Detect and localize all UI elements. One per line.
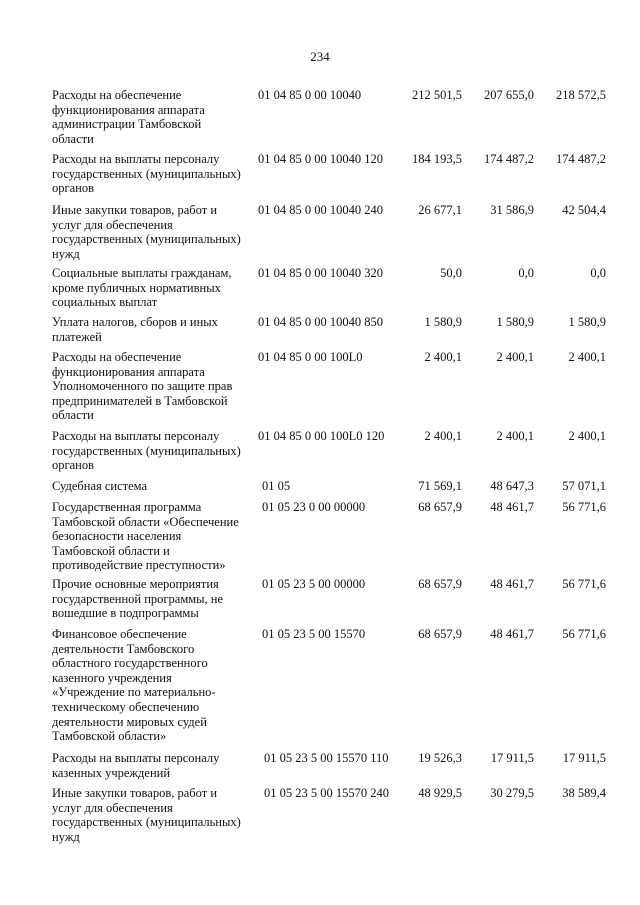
amount-v2: 48 461,7	[490, 577, 534, 591]
description-line: органов	[52, 458, 95, 473]
description-line: социальных выплат	[52, 295, 158, 310]
description-line: государственных (муниципальных)	[52, 443, 241, 458]
description-line: Финансовое обеспечение	[52, 627, 187, 641]
description-line: платежей	[52, 329, 102, 344]
description-line: вошедшие в подпрограммы	[52, 606, 199, 621]
row-description	[52, 266, 260, 310]
amount-v3: 57 071,1	[562, 479, 606, 493]
description-line: областного государственного	[52, 656, 208, 671]
amount-v3: 42 504,4	[562, 203, 606, 217]
description-line: государственной программы, не	[52, 591, 224, 606]
description-line: техническому обеспечению	[52, 699, 200, 714]
description-line: Тамбовской области и	[52, 543, 170, 558]
amount-v1: 68 657,9	[418, 500, 462, 514]
description-line: Судебная система	[52, 479, 148, 493]
row-code: 01 04 85 0 00 10040	[258, 88, 362, 102]
description-line: Расходы на выплаты персоналу	[52, 429, 220, 443]
description-line: Уплата налогов, сборов и иных	[52, 315, 218, 329]
amount-v1: 48 929,5	[418, 786, 462, 800]
amount-v2: 17 911,5	[490, 751, 534, 765]
row-code: 01 04 85 0 00 10040 850	[258, 315, 383, 329]
amount-v3: 17 911,5	[562, 751, 606, 765]
description-line: услуг для обеспечения	[52, 800, 173, 815]
row-description	[52, 786, 260, 844]
amount-v3: 56 771,6	[562, 577, 606, 591]
row-description	[52, 152, 260, 196]
row-code: 01 05	[262, 479, 291, 493]
row-code: 01 04 85 0 00 100L0	[258, 350, 363, 364]
amount-v2: 48 647,3	[490, 479, 534, 493]
description-line: Тамбовской области «Обеспечение	[52, 514, 239, 529]
amount-v2: 48 461,7	[490, 627, 534, 641]
row-code: 01 04 85 0 00 10040 120	[258, 152, 383, 166]
amount-v3: 56 771,6	[562, 627, 606, 641]
description-line: государственных (муниципальных)	[52, 815, 241, 830]
description-line: казенного учреждения	[52, 670, 172, 685]
description-line: нужд	[52, 246, 80, 261]
row-code: 01 05 23 5 00 15570 240	[264, 786, 389, 800]
description-line: Уполномоченного по защите прав	[52, 379, 233, 394]
amount-v3: 2 400,1	[568, 429, 606, 443]
row-description	[52, 203, 260, 261]
amount-v2: 0,0	[518, 266, 534, 280]
row-description	[52, 88, 260, 146]
description-line: Иные закупки товаров, работ и	[52, 203, 218, 217]
description-line: предпринимателей в Тамбовской	[52, 393, 228, 408]
amount-v1: 68 657,9	[418, 627, 462, 641]
row-description	[52, 751, 260, 780]
description-line: Расходы на выплаты персоналу	[52, 751, 220, 765]
description-line: Социальные выплаты гражданам,	[52, 266, 232, 280]
description-line: области	[52, 408, 94, 423]
description-line: кроме публичных нормативных	[52, 280, 221, 295]
amount-v3: 2 400,1	[568, 350, 606, 364]
amount-v1: 71 569,1	[418, 479, 462, 493]
description-line: безопасности населения	[52, 529, 182, 544]
description-line: Расходы на обеспечение	[52, 88, 182, 102]
amount-v2: 2 400,1	[496, 350, 534, 364]
description-line: Прочие основные мероприятия	[52, 577, 219, 591]
description-line: деятельности Тамбовского	[52, 641, 195, 656]
description-line: Расходы на обеспечение	[52, 350, 182, 364]
amount-v1: 1 580,9	[424, 315, 462, 329]
amount-v1: 26 677,1	[418, 203, 462, 217]
description-line: функционирования аппарата	[52, 364, 205, 379]
amount-v2: 2 400,1	[496, 429, 534, 443]
amount-v2: 1 580,9	[496, 315, 534, 329]
amount-v1: 2 400,1	[424, 350, 462, 364]
amount-v2: 48 461,7	[490, 500, 534, 514]
amount-v2: 30 279,5	[490, 786, 534, 800]
description-line: противодействие преступности»	[52, 558, 226, 573]
description-line: «Учреждение по материально-	[52, 685, 216, 700]
description-line: казенных учреждений	[52, 765, 171, 780]
description-line: государственных (муниципальных)	[52, 166, 241, 181]
description-line: области	[52, 131, 94, 146]
row-description	[52, 627, 260, 744]
amount-v3: 1 580,9	[568, 315, 606, 329]
description-line: услуг для обеспечения	[52, 217, 173, 232]
description-line: Тамбовской области»	[52, 729, 167, 744]
amount-v3: 38 589,4	[562, 786, 606, 800]
row-code: 01 04 85 0 00 100L0 120	[258, 429, 385, 443]
description-line: государственных (муниципальных)	[52, 232, 241, 247]
description-line: администрации Тамбовской	[52, 117, 202, 132]
amount-v1: 184 193,5	[412, 152, 462, 166]
row-code: 01 05 23 5 00 15570 110	[264, 751, 389, 765]
row-description	[52, 577, 260, 621]
row-description	[52, 479, 260, 494]
amount-v2: 207 655,0	[484, 88, 534, 102]
amount-v3: 0,0	[590, 266, 606, 280]
description-line: Расходы на выплаты персоналу	[52, 152, 220, 166]
row-description	[52, 315, 260, 344]
description-line: функционирования аппарата	[52, 102, 205, 117]
amount-v1: 19 526,3	[418, 751, 462, 765]
amount-v2: 174 487,2	[484, 152, 534, 166]
description-line: Иные закупки товаров, работ и	[52, 786, 218, 800]
description-line: органов	[52, 181, 95, 196]
amount-v1: 212 501,5	[412, 88, 462, 102]
description-line: деятельности мировых судей	[52, 714, 207, 729]
page-number: 234	[310, 49, 330, 64]
row-code: 01 05 23 0 00 00000	[262, 500, 366, 514]
amount-v2: 31 586,9	[490, 203, 534, 217]
row-description	[52, 350, 260, 423]
row-code: 01 05 23 5 00 15570	[262, 627, 366, 641]
amount-v1: 68 657,9	[418, 577, 462, 591]
row-code: 01 04 85 0 00 10040 320	[258, 266, 383, 280]
description-line: нужд	[52, 829, 80, 844]
amount-v1: 2 400,1	[424, 429, 462, 443]
amount-v3: 218 572,5	[556, 88, 606, 102]
row-description	[52, 429, 260, 473]
description-line: Государственная программа	[52, 500, 202, 514]
row-code: 01 04 85 0 00 10040 240	[258, 203, 383, 217]
row-description	[52, 500, 260, 573]
amount-v3: 174 487,2	[556, 152, 606, 166]
row-code: 01 05 23 5 00 00000	[262, 577, 366, 591]
amount-v3: 56 771,6	[562, 500, 606, 514]
amount-v1: 50,0	[440, 266, 462, 280]
